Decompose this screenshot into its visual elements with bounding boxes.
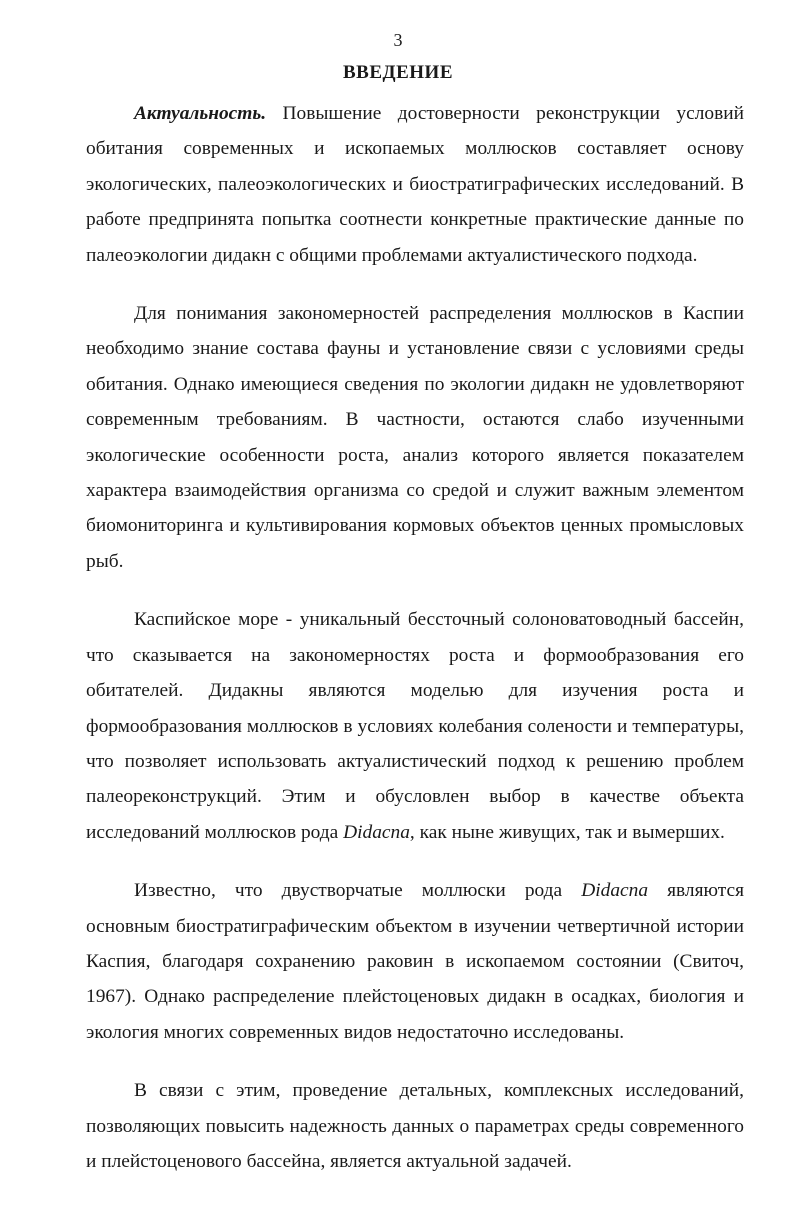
paragraph-text: Для понимания закономерностей распределения моллюсков в Каспии необходимо знание состава фауны и установление связи с условиями среды обитания. Однако имеющиеся сведения по экологии дидакн не удовлетворяют современным требованиям. В частности, остаются слабо изученными экологические особенности роста, анализ которого является показателем характера взаимодействия организма со средой и служит важным элементом биомониторинга и культивирования кормовых объектов ценных промысловых рыб. [86,303,744,572]
paragraph-text-after: , как ныне живущих, так и вымерших. [409,821,725,843]
paragraph-caspian-fauna [86,296,744,579]
section-title: ВВЕДЕНИЕ [343,62,453,83]
paragraph-conclusion [86,1073,744,1179]
paragraph-biostratigraphy [86,873,744,1050]
paragraph-lead: Актуальность. [134,103,267,124]
paragraph-caspian-sea [86,602,744,850]
paragraph-text: Каспийское море - уникальный бессточный солоноватоводный бассейн, что сказывается на закономерностях роста и формообразования его обитателей. Дидакны являются моделью для изучения роста и формообразования моллюсков в условиях колебания солености и температуры, что позволяет использовать актуалистический подход к решению проблем палеореконструкций. Этим и обусловлен выбор в качестве объекта исследований моллюсков рода [86,609,744,843]
paragraph-text: Повышение достоверности реконструкции условий обитания современных и ископаемых моллюсков составляет основу экологических, палеоэкологических и биостратиграфических исследований. В работе предпринята попытка соотнести конкретные практические данные по палеоэкологии дидакн с общими проблемами актуалистического подхода. [86,103,744,266]
paragraph-relevance [86,96,744,273]
genus-name: Didacna [581,880,649,902]
paragraph-text: В связи с этим, проведение детальных, комплексных исследований, позволяющих повысить надежность данных о параметрах среды современного и плейстоценового бассейна, является актуальной задачей. [86,1080,744,1172]
paragraph-text-after: являются основным биостратиграфическим объектом в изучении четвертичной истории Каспия, благодаря сохранению раковин в ископаемом состоянии (Свиточ, 1967). Однако распределение плейстоценовых дидакн в осадках, биология и экология многих современных видов недостаточно исследованы. [86,880,744,1043]
page-number: 3 [393,30,403,50]
genus-name: Didacna [343,821,410,843]
paragraph-text: Известно, что двустворчатые моллюски рода [134,880,582,902]
document-body [86,96,744,1202]
